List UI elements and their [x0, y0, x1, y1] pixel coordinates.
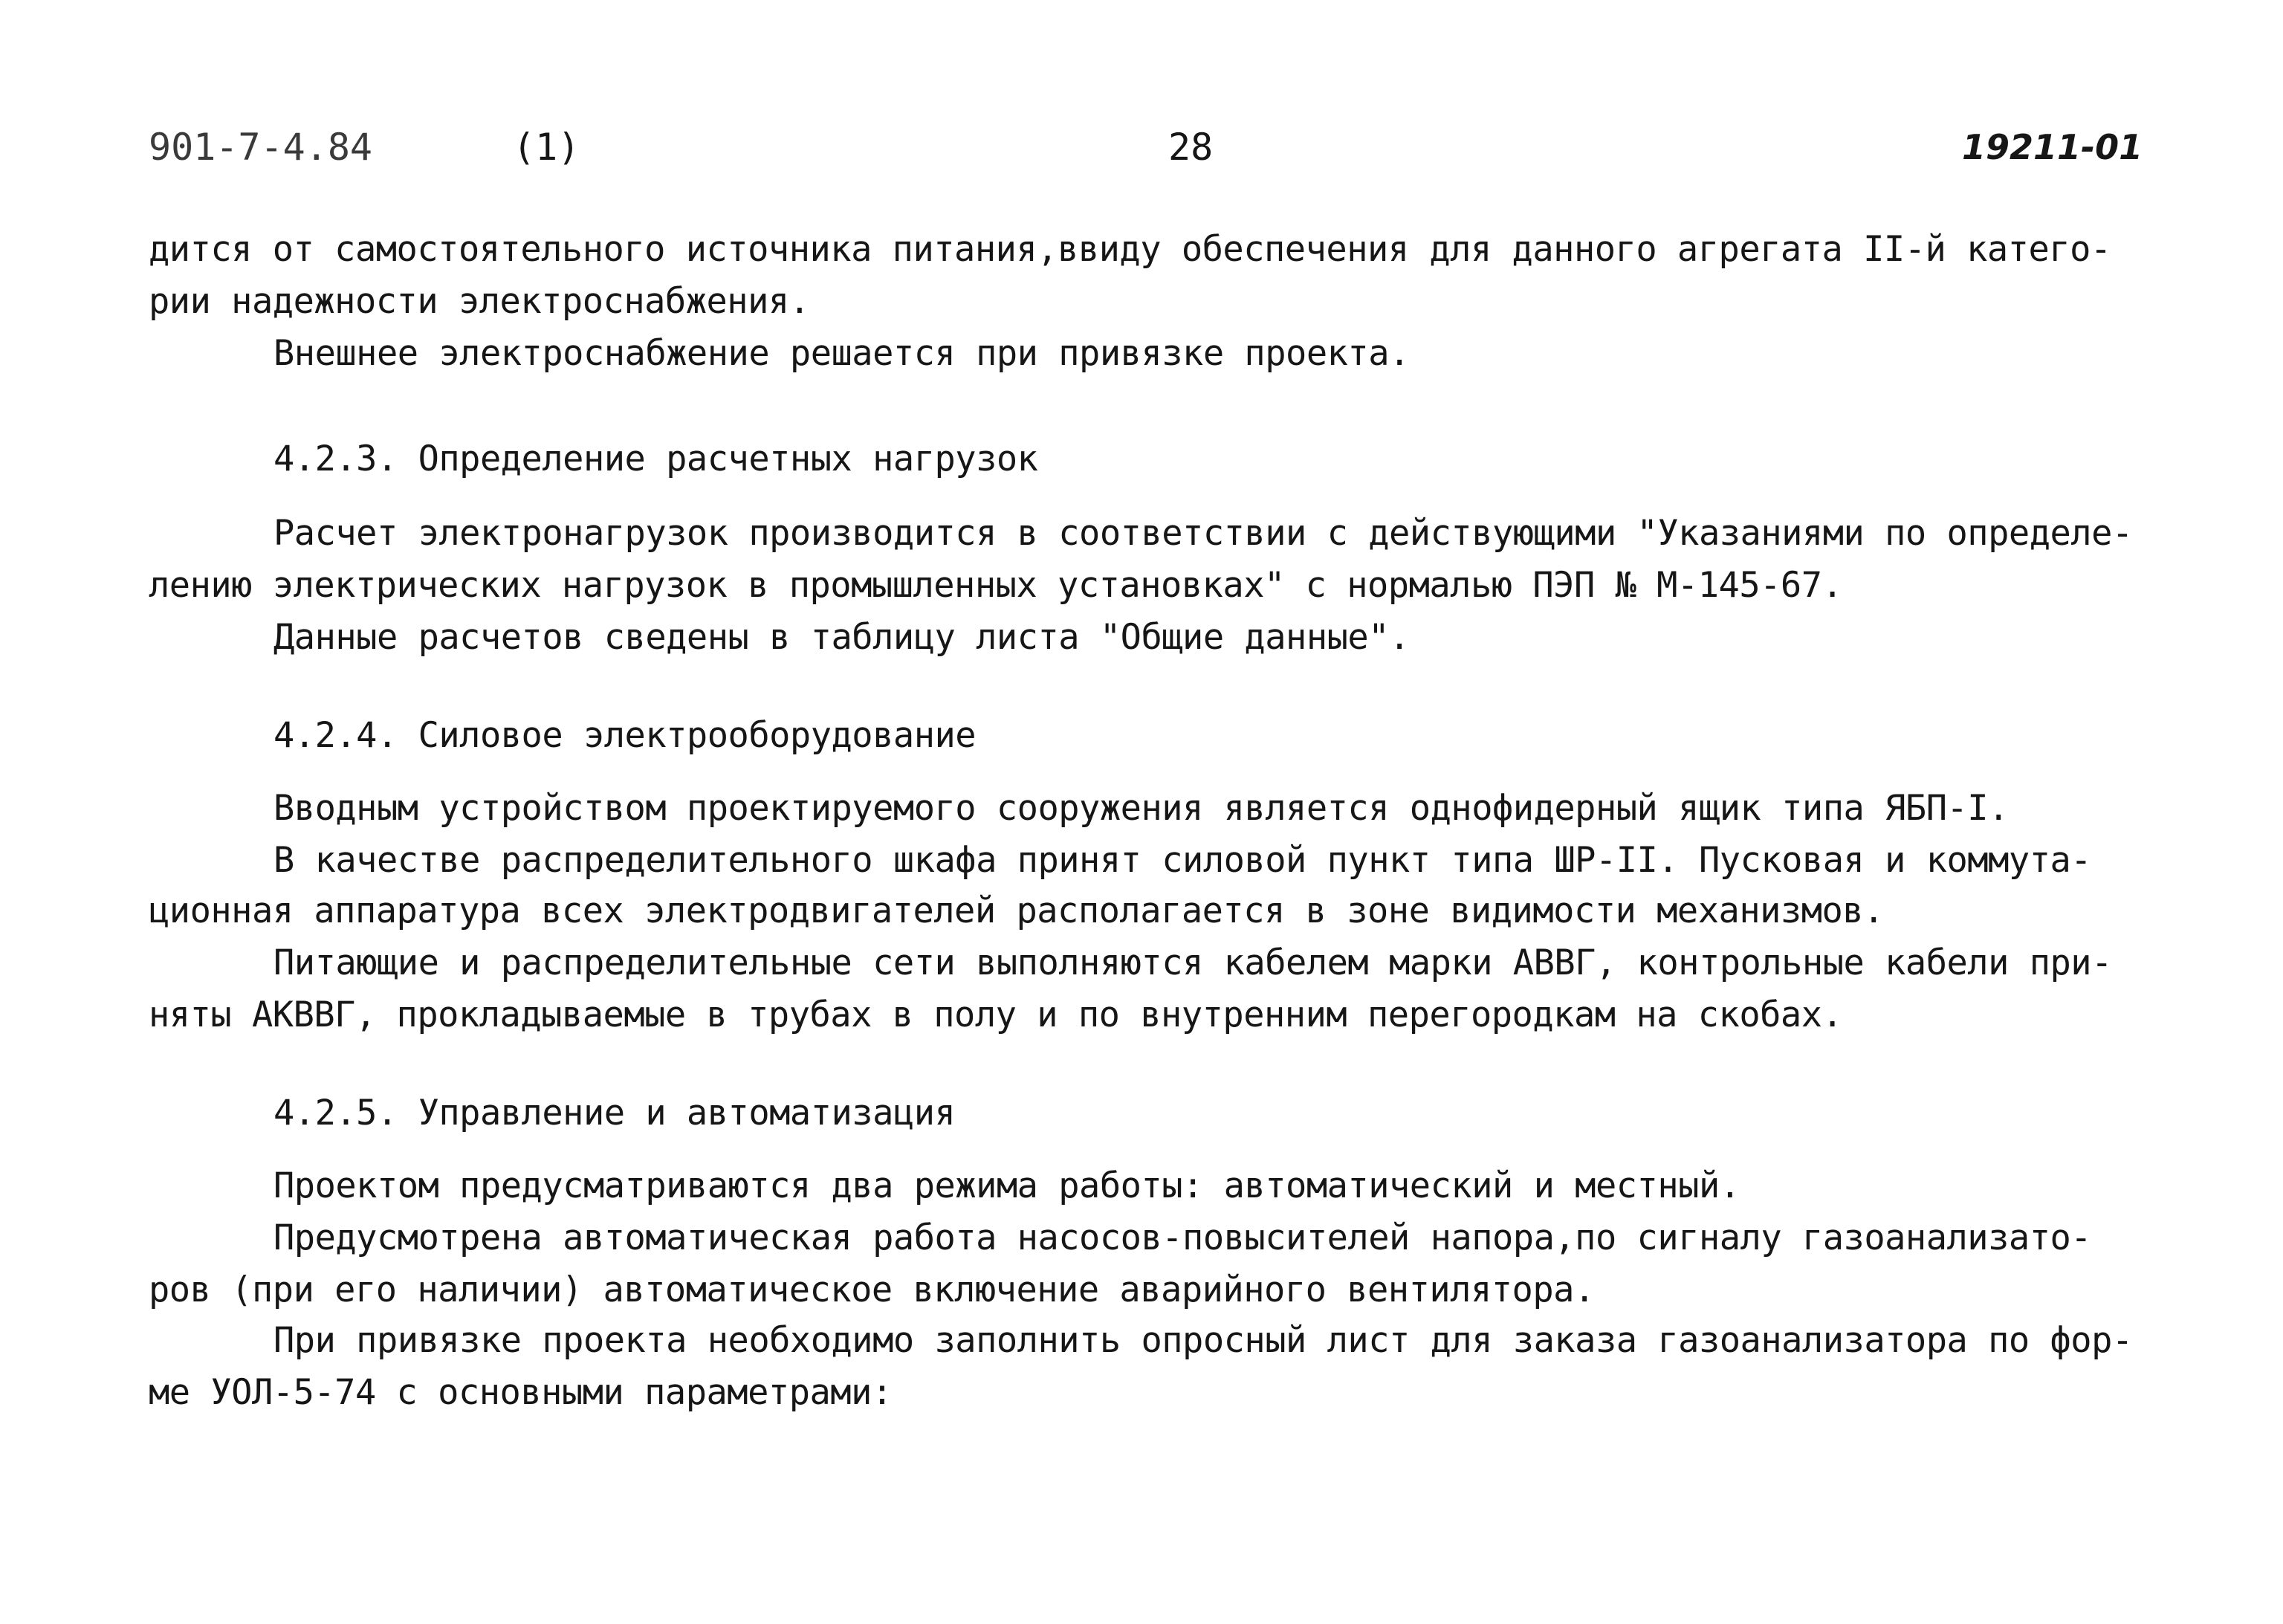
paragraph-line: Расчет электронагрузок производится в соответствии с действующими "Указаниями по определе-	[273, 513, 2133, 554]
paragraph-line: рии надежности электроснабжения.	[149, 281, 810, 322]
paragraph-line: Внешнее электроснабжение решается при привязке проекта.	[273, 333, 1410, 374]
paragraph-line: Питающие и распределительные сети выполняются кабелем марки АВВГ, контрольные кабели при-	[273, 942, 2112, 983]
paragraph-line: Предусмотрена автоматическая работа насосов-повысителей напора,по сигналу газоанализато-	[273, 1217, 2092, 1258]
page-number: 28	[1168, 126, 1214, 169]
paragraph-line: ров (при его наличии) автоматическое включение аварийного вентилятора.	[149, 1269, 1595, 1310]
section-heading: 4.2.5. Управление и автоматизация	[273, 1093, 956, 1133]
section-heading: 4.2.4. Силовое электрооборудование	[273, 715, 977, 756]
paragraph-line: Данные расчетов сведены в таблицу листа "Общие данные".	[273, 617, 1410, 658]
paragraph-line: лению электрических нагрузок в промышленных установках" с нормалью ПЭП № М-145-67.	[149, 565, 1843, 606]
revision-mark: (1)	[513, 126, 580, 169]
paragraph-line: ционная аппаратура всех электродвигателей располагается в зоне видимости механизмов.	[149, 890, 1884, 931]
paragraph-line: При привязке проекта необходимо заполнить опросный лист для заказа газоанализатора по фор-	[273, 1320, 2133, 1361]
sheet-id: 19211-01	[1962, 127, 2143, 167]
paragraph-line: Вводным устройством проектируемого сооружения является однофидерный ящик типа ЯБП-I.	[273, 788, 2009, 829]
doc-code: 901-7-4.84	[149, 126, 373, 169]
paragraph-line: ме УОЛ-5-74 с основными параметрами:	[149, 1372, 893, 1413]
paragraph-line: дится от самостоятельного источника питания,ввиду обеспечения для данного агрегата II-й катего-	[149, 229, 2111, 270]
paragraph-line: Проектом предусматриваются два режима работы: автоматический и местный.	[273, 1165, 1740, 1206]
paragraph-line: няты АКВВГ, прокладываемые в трубах в полу и по внутренним перегородкам на скобах.	[149, 994, 1843, 1035]
paragraph-line: В качестве распределительного шкафа принят силовой пункт типа ШР-II. Пусковая и коммута-	[273, 840, 2092, 881]
section-heading: 4.2.3. Определение расчетных нагрузок	[273, 439, 1038, 479]
